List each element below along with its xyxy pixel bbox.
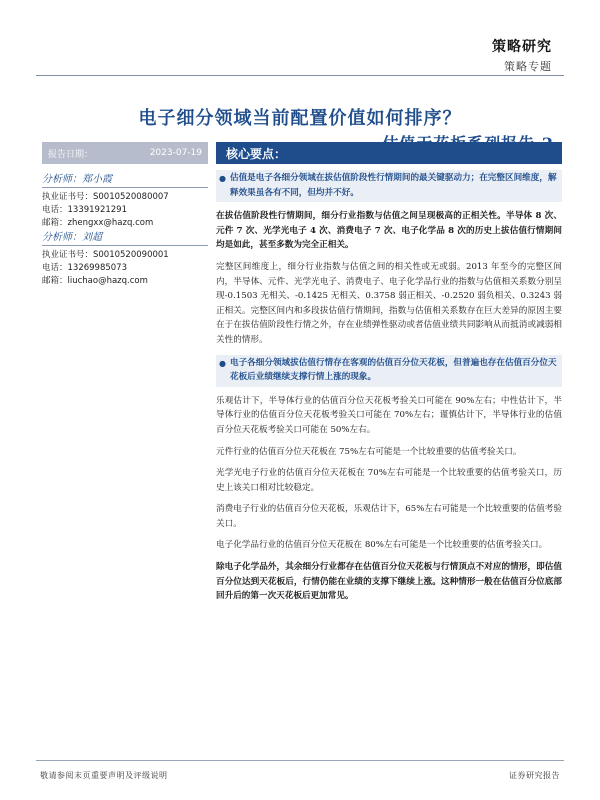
bullet-icon: ● (219, 357, 226, 368)
report-date-value: 2023-07-19 (149, 148, 202, 158)
paragraph: 元件行业的估值百分位天花板在 75%左右可能是一个比较重要的估值考验关口。 (216, 446, 522, 457)
analyst-phone: 电话：13269985073 (42, 263, 127, 273)
header-brand: 策略研究 (492, 39, 552, 55)
key-point-bullet (216, 355, 562, 387)
core-points-heading: 核心要点： (216, 142, 562, 164)
analyst-name: 分析师：郑小霞 (42, 170, 208, 188)
paragraph: 完整区间维度上，细分行业指数与估值之间的相关性或无或弱。2013 年至今的完整区间内，半导体、元件、光学光电子、消费电子、电子化学品行业的指数与估值相关系数分别呈现-0.1503 无相关、-0.1425 无相关、0.3758 弱正相关、-0.2520 弱负相关、0.3243 弱正相关。完整区间内和多段拔估值行情期间，指数与估值相关系数存在巨大差异的原因主要在于在拔估值阶段性行情之外，存在业绩弹性驱动或者估值业绩共同影响从而抵消或减弱相关性的情形。 (216, 261, 562, 345)
header-subtitle: 策略专题 (504, 60, 552, 73)
key-point-text: 电子各细分领域拔估值行情存在客观的估值百分位天花板，但普遍也存在估值百分位天花板后业绩继续支撑行情上涨的现象。 (229, 357, 557, 383)
header-divider (36, 75, 564, 76)
analyst-cert: 执业证书号：S0010520090001 (42, 250, 169, 260)
report-date-bar (42, 142, 208, 164)
analyst-cert: 执业证书号：S0010520080007 (42, 192, 169, 202)
key-point-bullet (216, 170, 562, 202)
key-point-text: 估值是电子各细分领域在拔估值阶段性行情期间的最关键驱动力；在完整区间维度，解释效果虽各有不同，但均并不好。 (229, 173, 557, 198)
paragraph: 消费电子行业的估值百分位天花板，乐观估计下，65%左右可能是一个比较重要的估值考验关口。 (216, 504, 562, 529)
analyst-name: 分析师：刘超 (42, 228, 208, 246)
footer-divider (36, 760, 564, 761)
report-date-label: 报告日期： (48, 149, 94, 160)
paragraph: 乐观估计下，半导体行业的估值百分位天花板考验关口可能在 90%左右；中性估计下，半导体行业的估值百分位天花板考验关口可能在 70%左右；谨慎估计下，半导体行业的估值百分位天花板考验关口可能在 50%左右。 (216, 395, 562, 435)
footer-report-type: 证券研究报告 (509, 771, 560, 780)
paragraph: 电子化学品行业的估值百分位天花板在 80%左右可能是一个比较重要的估值考验关口。 (216, 540, 548, 551)
report-title: 电子细分领域当前配置价值如何排序？ (138, 108, 462, 129)
analyst-email: 邮箱：liuchao@hazq.com (42, 276, 148, 286)
core-points-body (216, 170, 562, 611)
analyst-card (42, 228, 208, 288)
paragraph: 除电子化学品外，其余细分行业都存在估值百分位天花板与行情顶点不对应的情形，即估值百分位达到天花板后，行情仍能在业绩的支撑下继续上涨。这种情形一般在估值百分位底部回升后的第一次天花板后更加常见。 (216, 562, 562, 602)
paragraph: 光学光电子行业的估值百分位天花板在 70%左右可能是一个比较重要的估值考验关口，历史上该关口相对比较稳定。 (216, 468, 562, 493)
analyst-email: 邮箱：zhengxx@hazq.com (42, 218, 154, 228)
paragraph: 在拔估值阶段性行情期间，细分行业指数与估值之间呈现极高的正相关性。半导体 8 次、元件 7 次、光学光电子 4 次、消费电子 7 次、电子化学品 8 次的历史上拔估值行情期间均是如此，甚至多数为完全正相关。 (216, 211, 562, 251)
analyst-card (42, 170, 208, 230)
analyst-phone: 电话：13391921291 (42, 205, 127, 215)
footer-disclaimer: 敬请参阅末页重要声明及评级说明 (40, 771, 168, 780)
bullet-icon: ● (219, 173, 226, 183)
